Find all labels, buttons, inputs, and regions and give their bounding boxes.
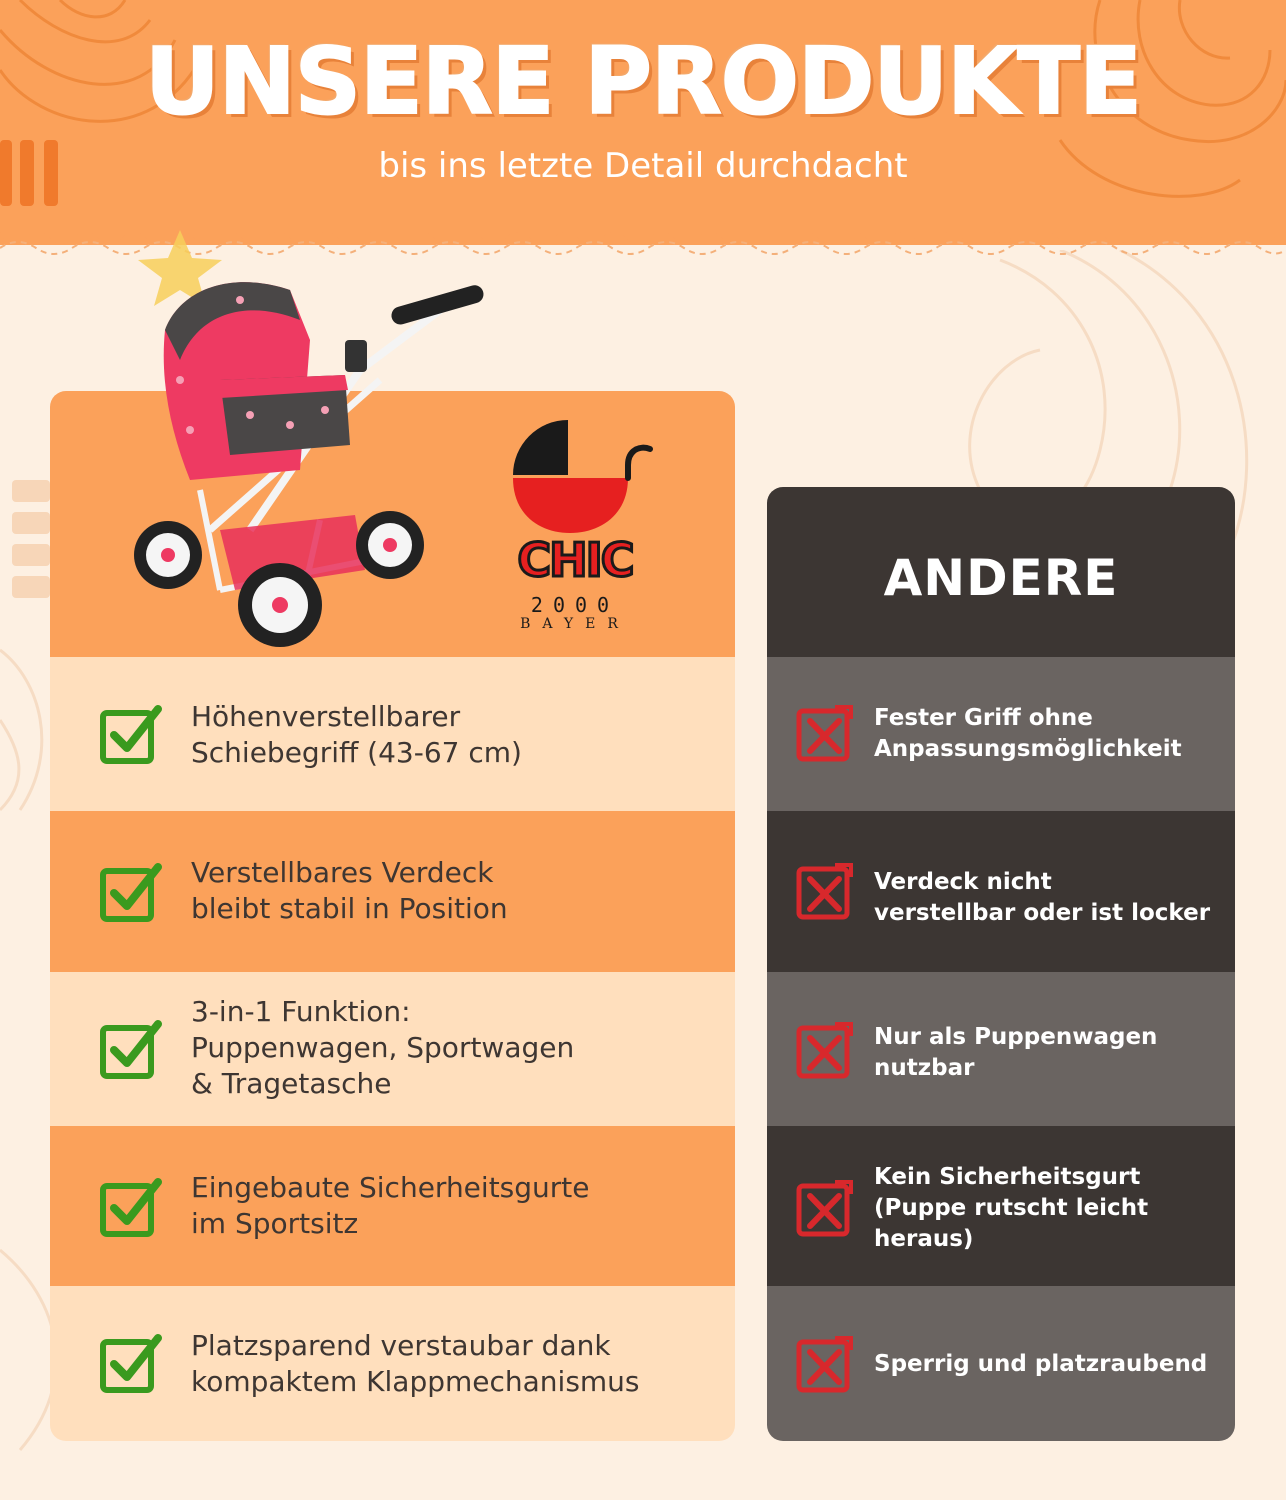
brand-year: 2000 (530, 593, 620, 617)
drawback-row (767, 811, 1235, 972)
x-icon (795, 705, 853, 763)
header-banner (0, 0, 1286, 245)
stroller-logo-icon (495, 415, 655, 535)
x-icon (795, 1180, 853, 1238)
drawback-row (767, 1126, 1235, 1286)
brand-name: CHIC (517, 533, 633, 587)
check-icon (98, 701, 164, 767)
feature-row (50, 972, 735, 1126)
brand-logo (495, 415, 655, 635)
feature-text: Eingebaute Sicherheitsgurte im Sportsitz (191, 1171, 590, 1240)
drawback-text: Sperrig und platzraubend (874, 1351, 1208, 1377)
drawback-text: Kein Sicherheitsgurt (Puppe rutscht leicht heraus) (874, 1164, 1149, 1252)
brand-suffix: BAYER (520, 616, 630, 632)
check-icon (98, 1174, 164, 1240)
feature-row (50, 1126, 735, 1286)
check-icon (98, 1330, 164, 1396)
feature-row (50, 1286, 735, 1441)
feature-text: Verstellbares Verdeck bleibt stabil in Position (191, 856, 508, 925)
feature-row (50, 811, 735, 972)
feature-row (50, 657, 735, 811)
drawback-text: Fester Griff ohne Anpassungsmöglichkeit (874, 705, 1182, 762)
others-title: ANDERE (883, 549, 1119, 607)
x-icon (795, 863, 853, 921)
page-subtitle: bis ins letzte Detail durchdacht (378, 146, 908, 186)
drawback-row (767, 972, 1235, 1126)
x-icon (795, 1336, 853, 1394)
others-column (767, 487, 1235, 1441)
doll-stroller-image (120, 230, 500, 660)
feature-text: Platzsparend verstaubar dank kompaktem Klappmechanismus (191, 1329, 640, 1398)
drawback-text: Nur als Puppenwagen nutzbar (874, 1024, 1158, 1081)
drawback-row (767, 657, 1235, 811)
check-icon (98, 1016, 164, 1082)
drawback-row (767, 1286, 1235, 1441)
page-title: UNSERE PRODUKTE (145, 28, 1141, 135)
feature-text: 3-in-1 Funktion: Puppenwagen, Sportwagen & Tragetasche (191, 995, 575, 1100)
check-icon (98, 859, 164, 925)
drawback-text: Verdeck nicht verstellbar oder ist locker (874, 869, 1211, 926)
others-header (767, 487, 1235, 657)
x-icon (795, 1022, 853, 1080)
feature-text: Höhenverstellbarer Schiebegriff (43-67 cm) (191, 700, 522, 769)
